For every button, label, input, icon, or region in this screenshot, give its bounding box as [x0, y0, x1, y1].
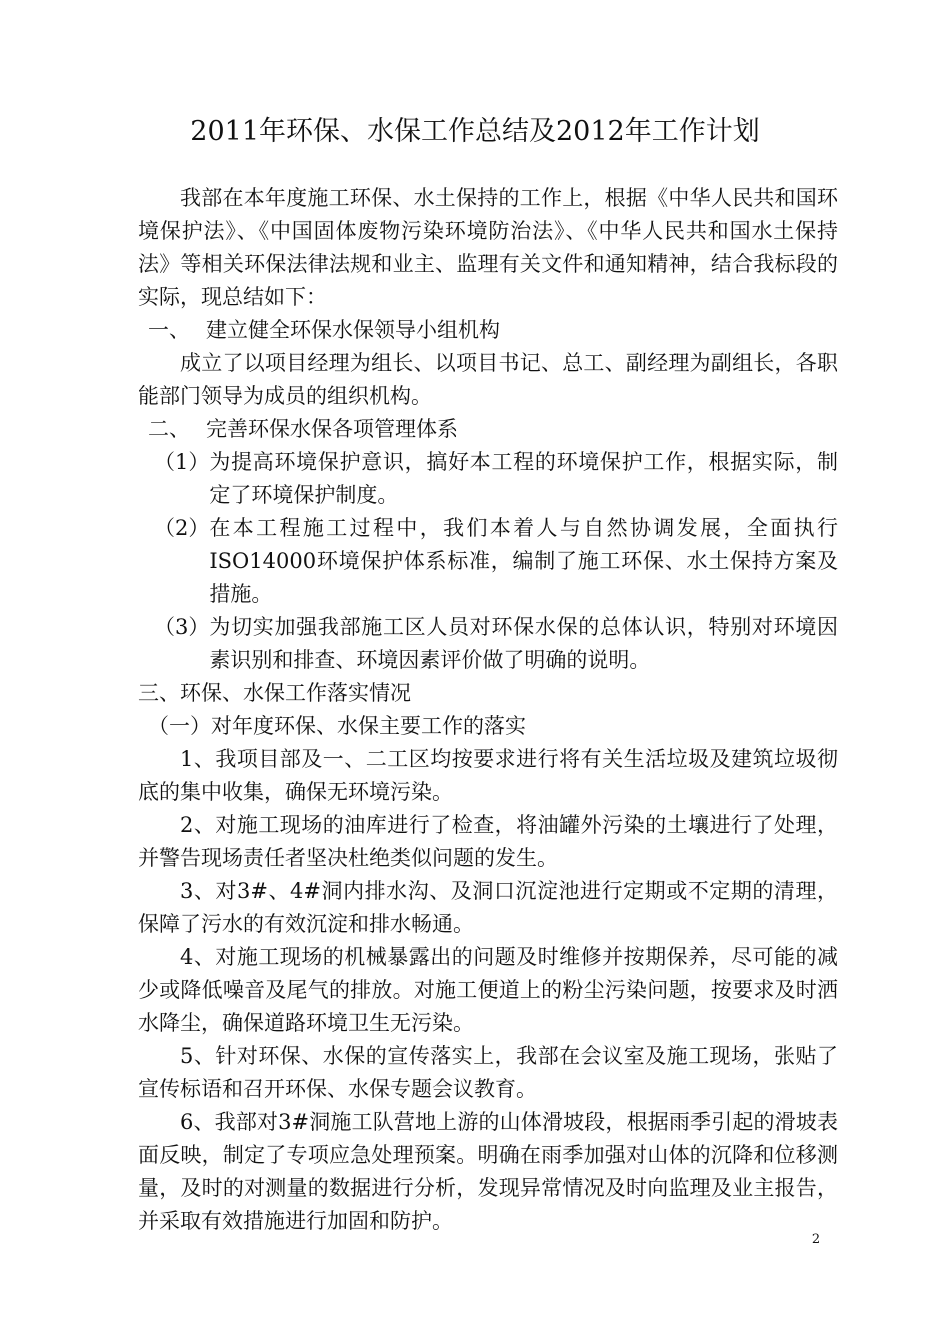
section-1-heading [138, 314, 838, 347]
list-item-text: 在本工程施工过程中，我们本着人与自然协调发展，全面执行ISO14000环境保护体系标准，编制了施工环保、水土保持方案及措施。 [209, 516, 838, 606]
intro-paragraph: 我部在本年度施工环保、水土保持的工作上，根据《中华人民共和国环境保护法》、《中国固体废物污染环境防治法》、《中华人民共和国水土保持法》等相关环保法律法规和业主、监理有关文件和通知精神，结合我标段的实际，现总结如下： [138, 186, 838, 309]
document-title: 2011年环保、水保工作总结及2012年工作计划 [190, 116, 760, 147]
section-3-paragraph: 2、对施工现场的油库进行了检查，将油罐外污染的土壤进行了处理，并警告现场责任者坚决杜绝类似问题的发生。 [138, 813, 838, 870]
section-2-number: 二、 [148, 417, 190, 441]
list-item-text: 为切实加强我部施工区人员对环保水保的总体认识，特别对环境因素识别和排查、环境因素评价做了明确的说明。 [209, 615, 838, 672]
section-3-paragraph: 4、对施工现场的机械暴露出的问题及时维修并按期保养，尽可能的减少或降低噪音及尾气的排放。对施工便道上的粉尘污染问题，按要求及时洒水降尘，确保道路环境卫生无污染。 [138, 945, 838, 1035]
list-item-number: （2） [154, 516, 210, 540]
list-item [138, 611, 838, 677]
section-3-paragraph: 5、针对环保、水保的宣传落实上，我部在会议室及施工现场，张贴了宣传标语和召开环保、水保专题会议教育。 [138, 1044, 838, 1101]
list-item-number: （3） [154, 615, 210, 639]
section-3-heading: 三、环保、水保工作落实情况 [138, 681, 411, 705]
page-number: 2 [811, 1232, 821, 1247]
list-item [138, 446, 838, 512]
list-item-text: 为提高环境保护意识，搞好本工程的环境保护工作，根据实际，制定了环境保护制度。 [209, 450, 838, 507]
section-3-paragraph: 3、对3#、4#洞内排水沟、及洞口沉淀池进行定期或不定期的清理，保障了污水的有效沉淀和排水畅通。 [138, 879, 838, 936]
section-1-paragraph: 成立了以项目经理为组长、以项目书记、总工、副经理为副组长，各职能部门领导为成员的组织机构。 [138, 351, 838, 408]
section-2-title: 完善环保水保各项管理体系 [206, 417, 458, 441]
list-item [138, 512, 838, 611]
section-3-subheading: （一）对年度环保、水保主要工作的落实 [148, 714, 526, 738]
section-1-number: 一、 [148, 318, 190, 342]
list-item-number: （1） [154, 450, 210, 474]
section-3-paragraph: 6、我部对3#洞施工队营地上游的山体滑坡段，根据雨季引起的滑坡表面反映，制定了专项应急处理预案。明确在雨季加强对山体的沉降和位移测量，及时的对测量的数据进行分析，发现异常情况及时向监理及业主报告，并采取有效措施进行加固和防护。 [138, 1110, 838, 1233]
section-2-heading [138, 413, 838, 446]
section-3-paragraph: 1、我项目部及一、二工区均按要求进行将有关生活垃圾及建筑垃圾彻底的集中收集，确保无环境污染。 [138, 747, 838, 804]
document-body [138, 182, 838, 1238]
section-1-title: 建立健全环保水保领导小组机构 [206, 318, 500, 342]
